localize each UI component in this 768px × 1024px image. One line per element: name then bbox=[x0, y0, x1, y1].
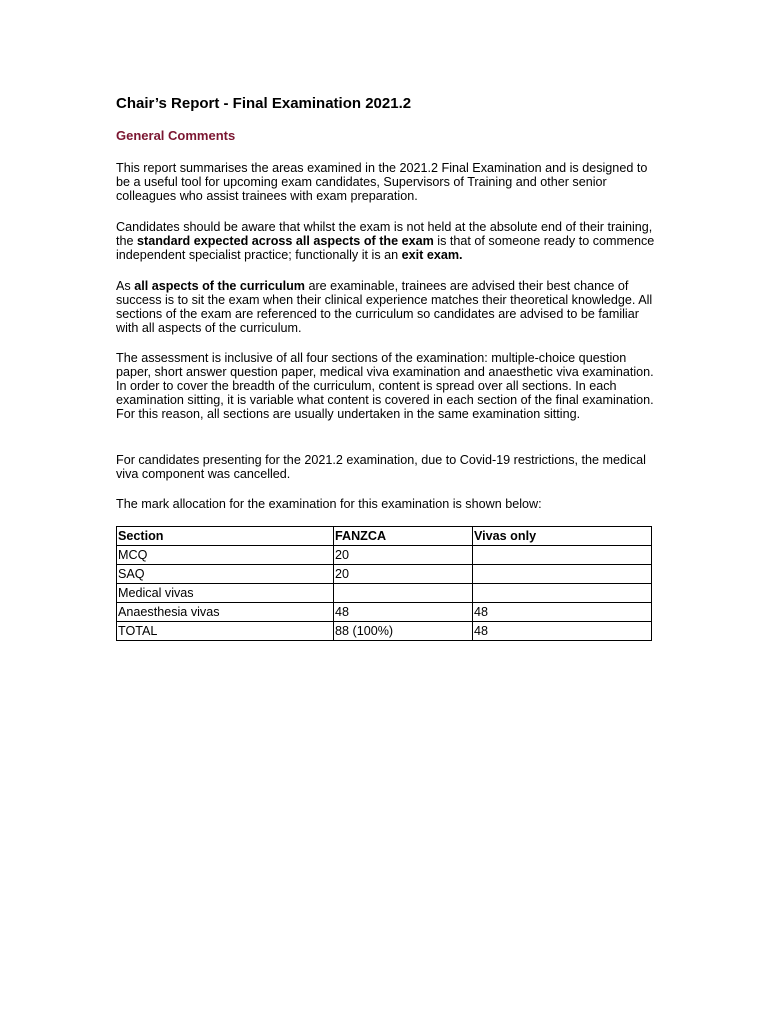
table-cell bbox=[473, 546, 652, 565]
table-cell: 88 (100%) bbox=[334, 622, 473, 641]
table-cell: MCQ bbox=[117, 546, 334, 565]
text-run: is that of someone ready to commence independent specialist practice; functionally it is an bbox=[116, 234, 655, 262]
column-header: Section bbox=[117, 527, 334, 546]
table-cell: TOTAL bbox=[117, 622, 334, 641]
table-cell bbox=[473, 584, 652, 603]
text-run: As bbox=[116, 279, 135, 293]
text-run: are examinable, trainees are advised their best chance of success is to sit the exam when their clinical experience matches their theoretical knowledge. All sections of the exam are referenced to the curriculum so candidates are advised to be familiar with all aspects of the curriculum. bbox=[116, 279, 653, 335]
column-header: FANZCA bbox=[334, 527, 473, 546]
table-cell bbox=[334, 584, 473, 603]
column-header: Vivas only bbox=[473, 527, 652, 546]
bold-text-run: exit exam. bbox=[401, 248, 463, 262]
table-row bbox=[117, 622, 652, 641]
section-heading: General Comments bbox=[116, 128, 236, 143]
table-cell: 48 bbox=[473, 622, 652, 641]
table-cell: 20 bbox=[334, 565, 473, 584]
paragraph-mark-allocation: The mark allocation for the examination for this examination is shown below: bbox=[116, 497, 542, 511]
bold-text-run: standard expected across all aspects of the exam bbox=[137, 234, 434, 248]
table-cell: 48 bbox=[473, 603, 652, 622]
paragraph-intro: This report summarises the areas examined in the 2021.2 Final Examination and is designed to be a useful tool for upcoming exam candidates, Supervisors of Training and other senior colleagues who assist trainees with exam preparation. bbox=[116, 161, 648, 203]
table-cell bbox=[473, 565, 652, 584]
paragraph-curriculum bbox=[116, 279, 656, 335]
table-row bbox=[117, 565, 652, 584]
table-row bbox=[117, 603, 652, 622]
mark-allocation-table bbox=[116, 526, 652, 641]
table-row bbox=[117, 584, 652, 603]
table-cell: Medical vivas bbox=[117, 584, 334, 603]
table-cell: 48 bbox=[334, 603, 473, 622]
paragraph-assessment: The assessment is inclusive of all four sections of the examination: multiple-choice question paper, short answer question paper, medical viva examination and anaesthetic viva examination. In order to cover the breadth of the curriculum, content is spread over all sections. In each examination sitting, it is variable what content is covered in each section of the final examination. For this reason, all sections are usually undertaken in the same examination sitting. bbox=[116, 351, 654, 421]
table-header-row bbox=[117, 527, 652, 546]
text-run: Candidates should be aware that whilst the exam is not held at the absolute end of their training, the bbox=[116, 220, 653, 248]
paragraph-covid: For candidates presenting for the 2021.2 examination, due to Covid-19 restrictions, the medical viva component was cancelled. bbox=[116, 453, 646, 481]
paragraph-standard bbox=[116, 220, 656, 262]
page-title: Chair’s Report - Final Examination 2021.2 bbox=[116, 95, 412, 112]
table-cell: Anaesthesia vivas bbox=[117, 603, 334, 622]
table-row bbox=[117, 546, 652, 565]
bold-text-run: all aspects of the curriculum bbox=[134, 279, 305, 293]
table-cell: SAQ bbox=[117, 565, 334, 584]
table-cell: 20 bbox=[334, 546, 473, 565]
